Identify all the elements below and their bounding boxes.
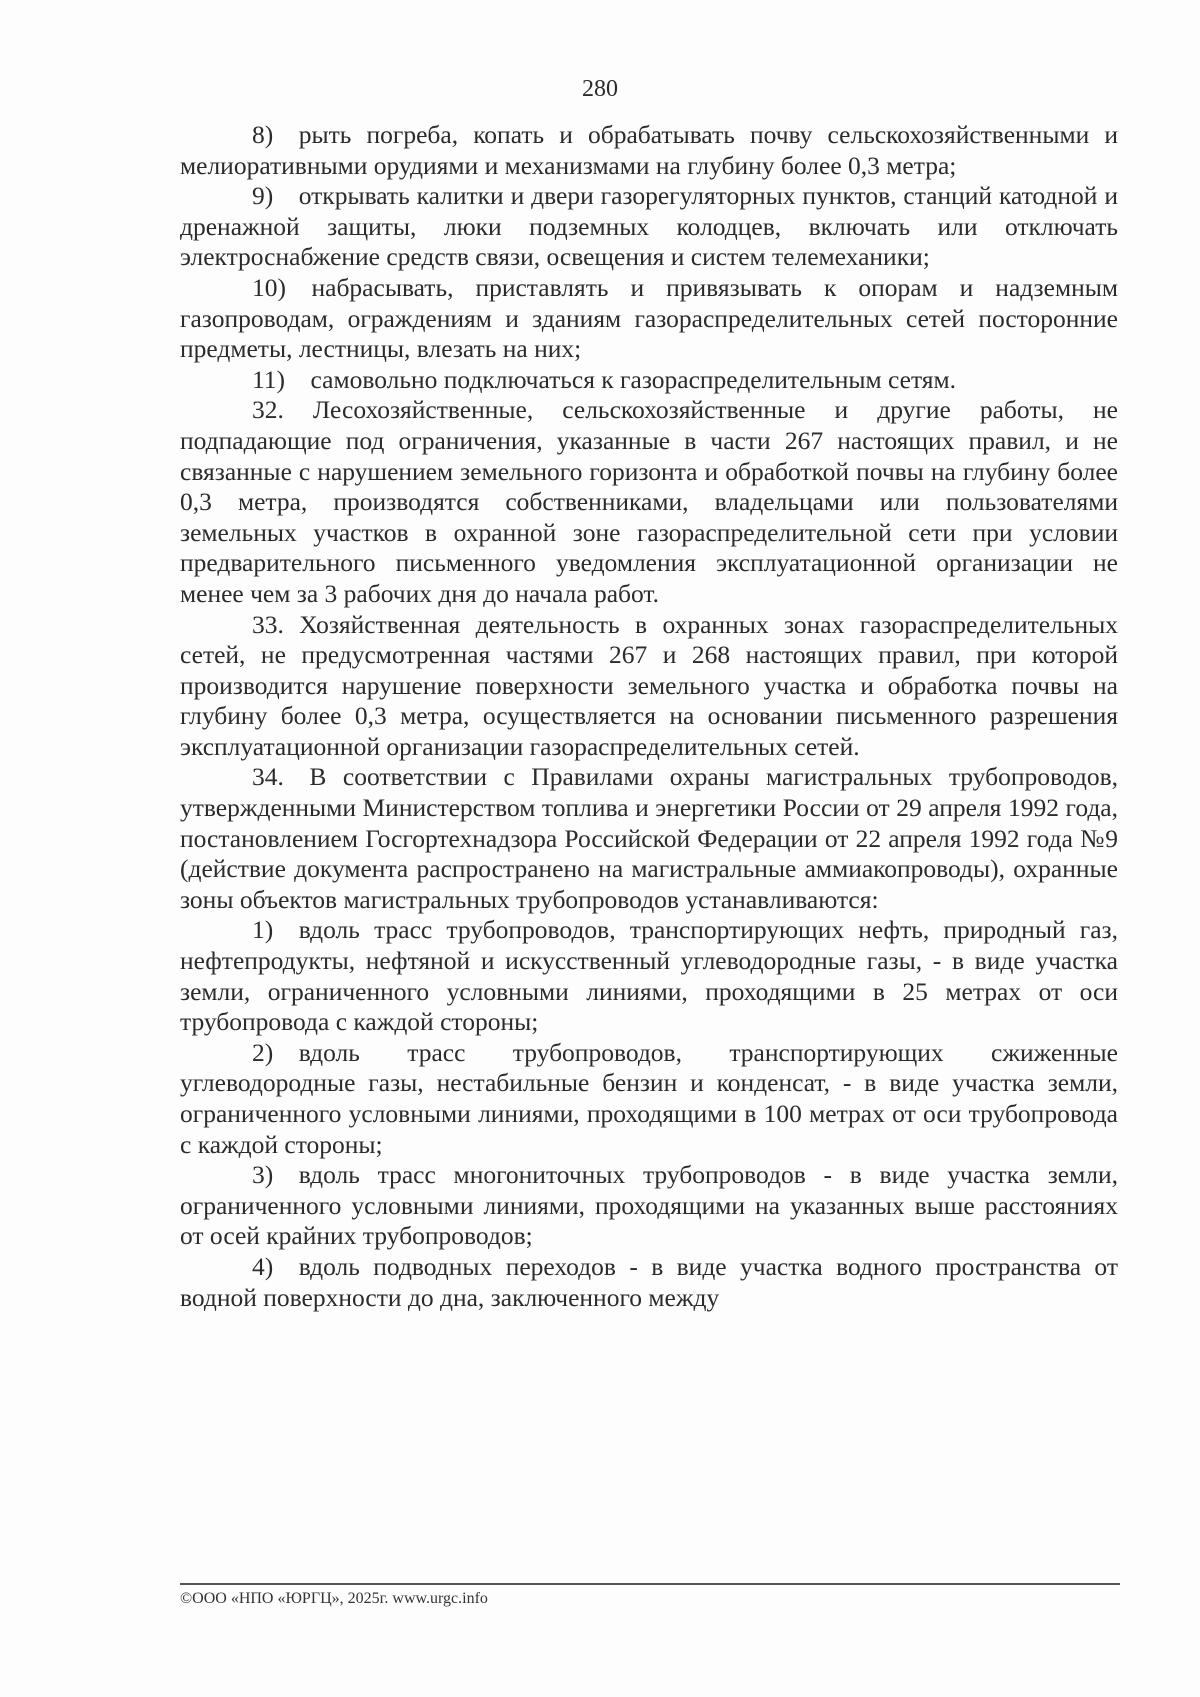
paragraph-item-9: 9) открывать калитки и двери газорегуляторных пунктов, станций катодной и дренажной защиты, люки подземных колодцев, включать или отключать электроснабжение средств связи, освещения и систем телемеханики; <box>180 181 1118 272</box>
body-text <box>180 120 1118 1313</box>
footer-copyright: ©ООО «НПО «ЮРГЦ», 2025г. www.urgc.info <box>180 1590 488 1607</box>
paragraph-item-3: 3) вдоль трасс многониточных трубопроводов - в виде участка земли, ограниченного условными линиями, проходящими на указанных выше расстояниях от осей крайних трубопроводов; <box>180 1160 1118 1251</box>
paragraph-section-32: 32. Лесохозяйственные, сельскохозяйственные и другие работы, не подпадающие под ограничения, указанные в части 267 настоящих правил, и не связанные с нарушением земельного горизонта и обработкой почвы на глубину более 0,3 метра, производятся собственниками, владельцами или пользователями земельных участков в охранной зоне газораспределительной сети при условии предварительного письменного уведомления эксплуатационной организации не менее чем за 3 рабочих дня до начала работ. <box>180 395 1118 608</box>
paragraph-item-10: 10) набрасывать, приставлять и привязывать к опорам и надземным газопроводам, ограждениям и зданиям газораспределительных сетей посторонние предметы, лестницы, влезать на них; <box>180 272 1118 364</box>
paragraph-item-11: 11) самовольно подключаться к газораспределительным сетям. <box>252 364 957 394</box>
footer-divider <box>180 1583 1120 1585</box>
page-number: 280 <box>582 76 618 102</box>
paragraph-item-8: 8) рыть погреба, копать и обрабатывать почву сельскохозяйственными и мелиоративными орудиями и механизмами на глубину более 0,3 метра; <box>180 120 1118 180</box>
paragraph-section-33: 33. Хозяйственная деятельность в охранных зонах газораспределительных сетей, не предусмотренная частями 267 и 268 настоящих правил, при которой производится нарушение поверхности земельного участка и обработка почвы на глубину более 0,3 метра, осуществляется на основании письменного разрешения эксплуатационной организации газораспределительных сетей. <box>180 609 1118 761</box>
paragraph-item-2: 2) вдоль трасс трубопроводов, транспортирующих сжиженные углеводородные газы, нестабильные бензин и конденсат, - в виде участка земли, ограниченного условными линиями, проходящими в 100 метрах от оси трубопровода с каждой стороны; <box>180 1037 1118 1159</box>
paragraph-item-4: 4) вдоль подводных переходов - в виде участка водного пространства от водной поверхности до дна, заключенного между <box>180 1251 1118 1312</box>
paragraph-section-34: 34. В соответствии с Правилами охраны магистральных трубопроводов, утвержденными Министерством топлива и энергетики России от 29 апреля 1992 года, постановлением Госгортехнадзора Российской Федерации от 22 апреля 1992 года №9 (действие документа распространено на магистральные аммиакопроводы), охранные зоны объектов магистральных трубопроводов устанавливаются: <box>180 762 1118 914</box>
paragraph-item-1: 1) вдоль трасс трубопроводов, транспортирующих нефть, природный газ, нефтепродукты, нефтяной и искусственный углеводородные газы, - в виде участка земли, ограниченного условными линиями, проходящими в 25 метрах от оси трубопровода с каждой стороны; <box>180 915 1118 1037</box>
